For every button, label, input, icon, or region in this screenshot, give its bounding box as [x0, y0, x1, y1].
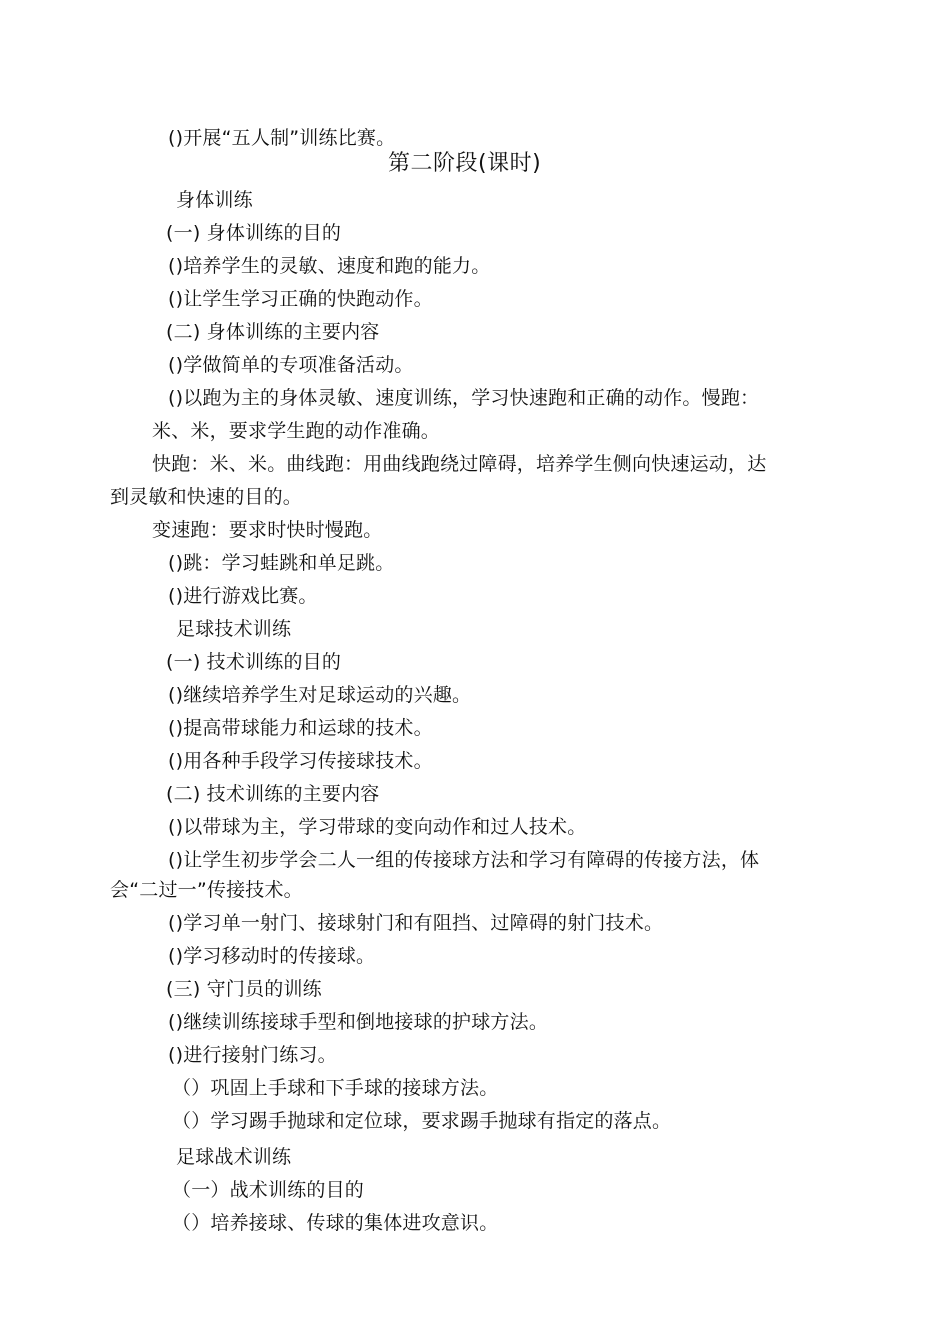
paragraph-line: 米、米，要求学生跑的动作准确。 — [152, 420, 441, 442]
paragraph-line: ()开展“五人制”训练比赛。 — [168, 127, 396, 149]
paragraph-line: ()让学生学习正确的快跑动作。 — [168, 288, 433, 310]
paragraph-line: ()以跑为主的身体灵敏、速度训练，学习快速跑和正确的动作。慢跑： — [168, 387, 760, 409]
paragraph-line: 快跑：米、米。曲线跑：用曲线跑绕过障碍，培养学生侧向快速运动，达 — [152, 453, 767, 475]
paragraph-line: ()进行接射门练习。 — [168, 1044, 337, 1066]
paragraph-line: （）巩固上手球和下手球的接球方法。 — [172, 1077, 499, 1099]
item-heading: (一) 身体训练的目的 — [166, 222, 342, 244]
paragraph-line: （）学习踢手抛球和定位球，要求踢手抛球有指定的落点。 — [172, 1110, 672, 1132]
paragraph-line: ()继续培养学生对足球运动的兴趣。 — [168, 684, 472, 706]
paragraph-line: ()继续训练接球手型和倒地接球的护球方法。 — [168, 1011, 549, 1033]
section-heading: 第二阶段(课时) — [388, 151, 542, 176]
paragraph-line: ()进行游戏比赛。 — [168, 585, 318, 607]
paragraph-line: ()让学生初步学会二人一组的传接球方法和学习有障碍的传接方法，体 — [168, 849, 760, 871]
paragraph-line: ()培养学生的灵敏、速度和跑的能力。 — [168, 255, 491, 277]
paragraph-line: 会“二过一”传接技术。 — [110, 879, 303, 901]
paragraph-line: ()提高带球能力和运球的技术。 — [168, 717, 433, 739]
paragraph-line: （）培养接球、传球的集体进攻意识。 — [172, 1212, 499, 1234]
item-heading: (二) 技术训练的主要内容 — [166, 783, 380, 805]
subsection-title: 足球技术训练 — [176, 618, 292, 640]
paragraph-line: ()用各种手段学习传接球技术。 — [168, 750, 433, 772]
paragraph-line: 变速跑：要求时快时慢跑。 — [152, 519, 383, 541]
paragraph-line: 到灵敏和快速的目的。 — [110, 486, 303, 508]
subsection-title: 身体训练 — [176, 189, 253, 211]
paragraph-line: ()学习移动时的传接球。 — [168, 945, 376, 967]
paragraph-line: ()学做简单的专项准备活动。 — [168, 354, 414, 376]
item-heading: (三) 守门员的训练 — [166, 978, 322, 1000]
subsection-title: 足球战术训练 — [176, 1146, 292, 1168]
paragraph-line: ()学习单一射门、接球射门和有阻挡、过障碍的射门技术。 — [168, 912, 664, 934]
item-heading: (二) 身体训练的主要内容 — [166, 321, 380, 343]
paragraph-line: ()跳：学习蛙跳和单足跳。 — [168, 552, 395, 574]
item-heading: （一）战术训练的目的 — [172, 1179, 365, 1201]
item-heading: (一) 技术训练的目的 — [166, 651, 342, 673]
paragraph-line: ()以带球为主，学习带球的变向动作和过人技术。 — [168, 816, 587, 838]
